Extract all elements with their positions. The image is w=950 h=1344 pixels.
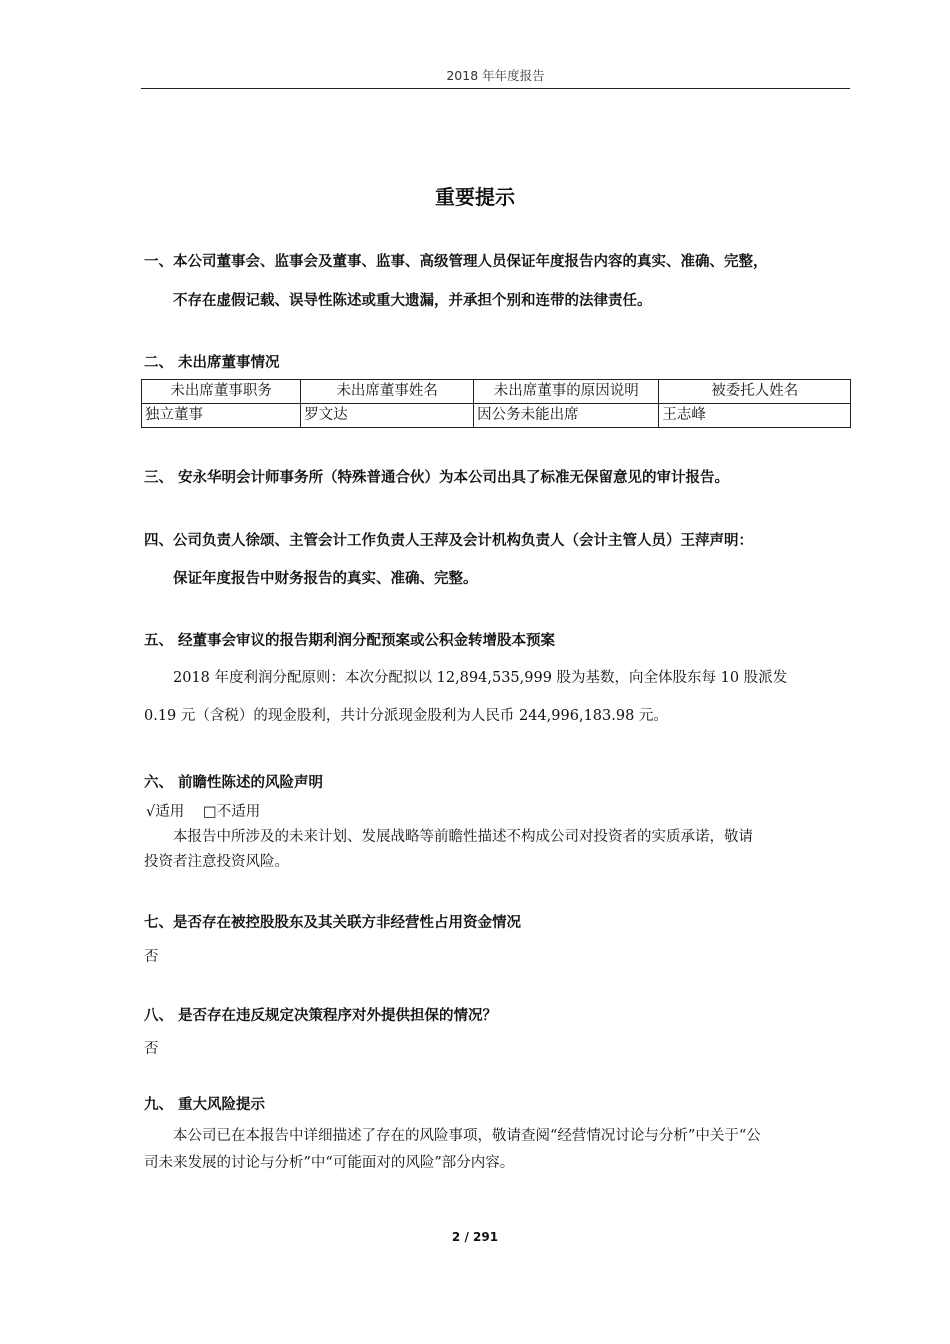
table-header-row <box>142 380 851 404</box>
section-3-heading: 三、 安永华明会计师事务所（特殊普通合伙）为本公司出具了标准无保留意见的审计报告。 <box>144 470 730 486</box>
section-1-line-2: 不存在虚假记载、误导性陈述或重大遗漏，并承担个别和连带的法律责任。 <box>173 293 652 309</box>
not-applicable-option: □不适用 <box>203 804 261 820</box>
section-4-line-2: 保证年度报告中财务报告的真实、准确、完整。 <box>173 571 478 587</box>
applicable-option: √适用 <box>146 804 185 820</box>
section-1-line-1: 一、本公司董事会、监事会及董事、监事、高级管理人员保证年度报告内容的真实、准确、完整， <box>144 254 768 270</box>
section-6-line-2: 投资者注意投资风险。 <box>144 854 289 870</box>
section-5-line-1: 2018 年度利润分配原则：本次分配拟以 12,894,535,999 股为基数，向全体股东每 10 股派发 <box>173 670 788 686</box>
section-9-heading: 九、 重大风险提示 <box>144 1097 266 1113</box>
table-cell: 罗文达 <box>301 404 474 428</box>
section-9-line-1: 本公司已在本报告中详细描述了存在的风险事项，敬请查阅“经营情况讨论与分析”中关于“公 <box>173 1128 761 1144</box>
section-8-heading: 八、 是否存在违反规定决策程序对外提供担保的情况？ <box>144 1008 498 1024</box>
table-cell: 独立董事 <box>142 404 301 428</box>
section-2-heading: 二、 未出席董事情况 <box>144 355 280 371</box>
table-cell: 因公务未能出席 <box>474 404 659 428</box>
section-5-heading: 五、 经董事会审议的报告期利润分配预案或公积金转增股本预案 <box>144 633 556 649</box>
section-7-answer: 否 <box>144 949 159 965</box>
section-6-heading: 六、 前瞻性陈述的风险声明 <box>144 775 324 791</box>
table-row <box>142 404 851 428</box>
table-header-cell: 未出席董事姓名 <box>301 380 474 404</box>
section-7-heading: 七、是否存在被控股股东及其关联方非经营性占用资金情况 <box>144 915 521 931</box>
page-number: 2 / 291 <box>451 1230 499 1244</box>
table-cell: 王志峰 <box>659 404 851 428</box>
table-header-cell: 被委托人姓名 <box>659 380 851 404</box>
section-6-line-1: 本报告中所涉及的未来计划、发展战略等前瞻性描述不构成公司对投资者的实质承诺，敬请 <box>173 829 753 845</box>
section-8-answer: 否 <box>144 1041 159 1057</box>
header-divider <box>141 88 850 89</box>
section-5-line-2: 0.19 元（含税）的现金股利，共计分派现金股利为人民币 244,996,183.98 元。 <box>144 708 668 724</box>
table-header-cell: 未出席董事的原因说明 <box>474 380 659 404</box>
section-9-line-2: 司未来发展的讨论与分析”中“可能面对的风险”部分内容。 <box>144 1155 515 1171</box>
page-title: 重要提示 <box>435 185 515 209</box>
section-4-line-1: 四、公司负责人徐颂、主管会计工作负责人王萍及会计机构负责人（会计主管人员）王萍声明： <box>144 533 753 549</box>
table-header-cell: 未出席董事职务 <box>142 380 301 404</box>
running-header: 2018 年年度报告 <box>446 68 545 83</box>
absent-directors-table <box>141 379 851 428</box>
